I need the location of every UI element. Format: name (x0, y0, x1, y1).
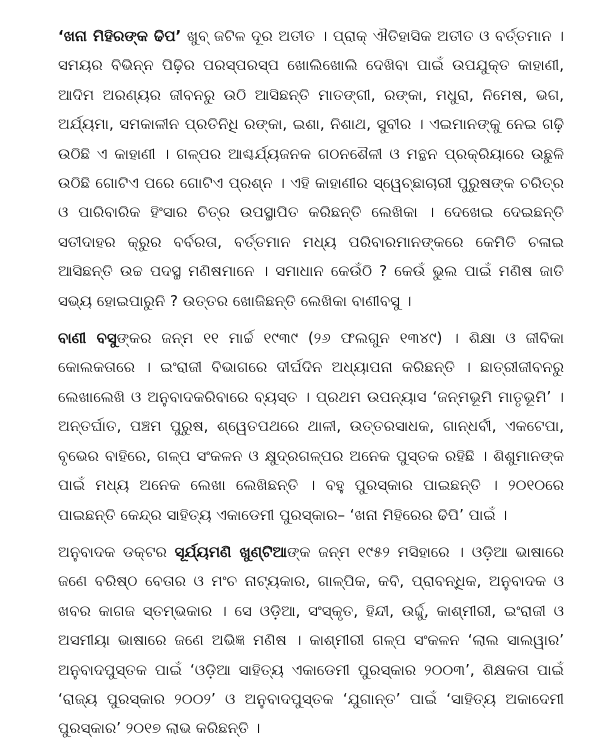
book-summary-text: ଖୁବ୍ ଜଟିଳ ଦୂର ଅତୀତ । ପ୍ରାକ୍ ଐତିହାସିକ ଅତୀତ ଓ ବର୍ତ୍ତମାନ । ସମୟର ବିଭିନ୍ନ ପିଢ଼ିର ପରସ୍ପରସ୍ପ ଖୋଲିଖୋଲି ଦେଖିବା ପାଇଁ ଉପଯୁକ୍ତ କାହାଣୀ, ଆଦିମ ଅରଣ୍ୟର ଜୀବନରୁ ଉଠି ଆସିଛନ୍ତି ମାତଙ୍ଗୀ, ରଙ୍କା, ମଧୁରା, ନିମେଷ, ଭଗ, ଅର୍ଯ୍ୟମା, ସମକାଳୀନ ପ୍ରତିନିଧି ରଙ୍କା, ଇଶା, ନିଶାଥ, ସୁବୀର । ଏଇମାନଙ୍କୁ ନେଇ ଗଢ଼ି ଉଠିଛି ଏ କାହାଣୀ । ଗଳ୍ପର ଆଶ୍ଚର୍ଯ୍ୟଜନକ ଗଠନଶୈଳୀ ଓ ମନ୍ଥନ ପ୍ରକ୍ରିୟାରେ ଉଛୁଳି ଉଠିଛି ଗୋଟିଏ ପରେ ଗୋଟିଏ ପ୍ରଶ୍ନ । ଏହି କାହାଣୀର ସ୍ୱେଚ୍ଛାଚାରୀ ପୁରୁଷଙ୍କ ଚରିତ୍ର ଓ ପାରିବାରିକ ହିଂସାର ଚିତ୍ର ଉପସ୍ଥାପିତ କରିଛନ୍ତି ଲେଖିକା । ଦେଖେଇ ଦେଇଛନ୍ତି ସତୀଦାହର କ୍ରୁର ବର୍ବରତା, ବର୍ତ୍ତମାନ ମଧ୍ୟ ପରିବାରମାନଙ୍କରେ କେମିତି ଚଳାଇ ଆସିଛନ୍ତି ଉଚ୍ଚ ପଦସ୍ଥ ମଣିଷମାନେ । ସମାଧାନ କେଉଁଠି ? କେଉଁ ଭୁଲ ପାଇଁ ମଣିଷ ଜାତି ସଭ୍ୟ ହୋଇପାରୁନି ? ଉତ୍ତର ଖୋଜିଛନ୍ତି ଲେଖିକା ବାଣୀବସୁ । (58, 27, 565, 310)
paragraph-author-bio (58, 324, 564, 530)
book-title: ‘ଖନା ମିହିରଙ୍କ ଢିପ’ (58, 27, 182, 45)
author-bio-text: ଙ୍କର ଜନ୍ମ ୧୧ ମାର୍ଚ୍ଚ ୧୯୩୯ (୨୬ ଫଲଗୁନ ୧୩୪୯) । ଶିକ୍ଷା ଓ ଜୀବିକା କୋଲକତାରେ । ଇଂରାଜୀ ବିଭାଗରେ ଦୀର୍ଘଦିନ ଅଧ୍ୟାପନା କରିଛନ୍ତି । ଛାତ୍ରୀଜୀବନରୁ ଲେଖାଲେଖି ଓ ଅନୁବାଦକରିବାରେ ବ୍ୟସ୍ତ । ପ୍ରଥମ ଉପନ୍ୟାସ ‘ଜନ୍ମଭୂମି ମାତୃଭୂମି’ । ଅନ୍ତର୍ଘାତ, ପଞ୍ଚମ ପୁରୁଷ, ଶ୍ୱେତପଥରେ ଥାଳୀ, ଉତ୍ତରସାଧକ, ଗାନ୍ଧର୍ବୀ, ଏକଟେପା, ବୃଭେର ବାହିରେ, ଗଳ୍ପ ସଂକଳନ ଓ କ୍ଷୁଦ୍ରଗଳ୍ପର ଅନେକ ପୁସ୍ତକ ରହିଛି । ଶିଶୁମାନଙ୍କ ପାଇଁ ମଧ୍ୟ ଅନେକ ଲେଖା ଲେଖିଛନ୍ତି । ବହୁ ପୁରସ୍କାର ପାଇଛନ୍ତି । ୨୦୧୦ରେ ପାଇଛନ୍ତି କେନ୍ଦ୍ର ସାହିତ୍ୟ ଏକାଡେମୀ ପୁରସ୍କାର– ‘ଖନା ମିହିରେର ଢିପି’ ପାଇଁ । (58, 329, 564, 524)
translator-bio-text: ଙ୍କ ଜନ୍ମ ୧୯୫୨ ମସିହାରେ । ଓଡ଼ିଆ ଭାଷାରେ ଜଣେ ବରିଷ୍ଠ ବେତାର ଓ ମଂଚ ନାଟ୍ୟକାର, ଗାଳ୍ପିକ, କବି, ପ୍ରାବନ୍ଧିକ, ଅନୁବାଦକ ଓ ଖବର କାଗଜ ସ୍ତମ୍ଭକାର । ସେ ଓଡ଼ିଆ, ସଂସ୍କୃତ, ହିନ୍ଦୀ, ଉର୍ଦ୍ଦୁ, କାଶ୍ମୀରୀ, ଇଂରାଜୀ ଓ ଅସମୀୟା ଭାଷାରେ ଜଣେ ଅଭିଜ୍ଞ ମଣିଷ । କାଶ୍ମୀରୀ ଗଳ୍ପ ସଂକଳନ ‘ଲାଲ ସାଲୱାର’ ଅନୁବାଦପୁସ୍ତକ ପାଇଁ ‘ଓଡ଼ିଆ ସାହିତ୍ୟ ଏକାଡେମୀ ପୁରସ୍କାର ୨୦୦୩’, ଶିକ୍ଷକତା ପାଇଁ ‘ରାଜ୍ୟ ପୁରସ୍କାର ୨୦୦୨’ ଓ ଅନୁବାଦପୁସ୍ତକ ‘ଯୁଗାନ୍ତ’ ପାଇଁ ‘ସାହିତ୍ୟ ଅକାଦେମୀ ପୁରସ୍କାର’ ୨୦୧୭ ଲାଭ କରିଛନ୍ତି । (58, 542, 564, 738)
author-name: ବାଣୀ ବସୁ (58, 329, 117, 348)
translator-prefix: ଅନୁବାଦକ ଡକ୍ଟର (58, 542, 175, 561)
paragraph-book-summary (58, 22, 564, 316)
paragraph-translator-bio (58, 538, 564, 744)
translator-name: ସୂର୍ଯ୍ୟମଣି ଖୁଣ୍ଟିଆ (174, 542, 288, 561)
